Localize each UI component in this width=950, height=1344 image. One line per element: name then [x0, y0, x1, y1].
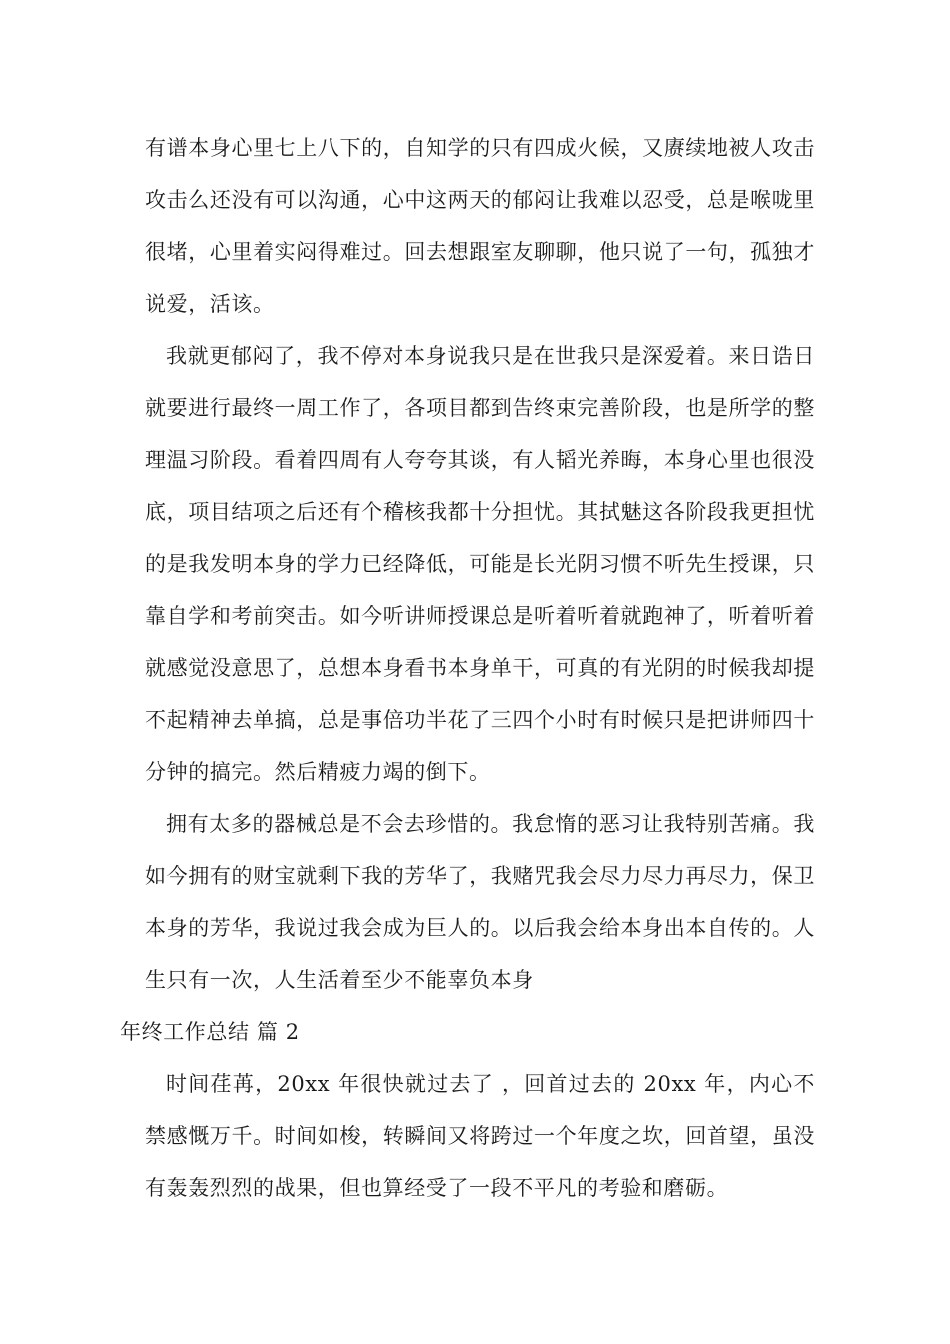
paragraph-4: 时间荏苒，20xx 年很快就过去了 ，回首过去的 20xx 年，内心不禁感慨万千。时间如梭，转瞬间又将跨过一个年度之坎，回首望，虽没有轰轰烈烈的战果，但也算经受了一段不平凡的考验和磨砺。	[145, 1072, 815, 1200]
document-body	[120, 122, 815, 1214]
paragraph-2: 我就更郁闷了，我不停对本身说我只是在世我只是深爱着。来日诰日就要进行最终一周工作了，各项目都到告终束完善阶段，也是所学的整理温习阶段。看着四周有人夸夸其谈，有人韬光养晦，本身心里也很没底，项目结项之后还有个稽核我都十分担忧。其拭魅这各阶段我更担忧的是我发明本身的学力已经降低，可能是长光阴习惯不听先生授课，只靠自学和考前突击。如今听讲师授课总是听着听着就跑神了，听着听着就感觉没意思了，总想本身看书本身单干，可真的有光阴的时候我却提不起精神去单搞，总是事倍功半花了三四个小时有时候只是把讲师四十分钟的搞完。然后精疲力竭的倒下。	[145, 344, 815, 784]
paragraph-3: 拥有太多的器械总是不会去珍惜的。我怠惰的恶习让我特别苦痛。我如今拥有的财宝就剩下我的芳华了，我赌咒我会尽力尽力再尽力，保卫本身的芳华，我说过我会成为巨人的。以后我会给本身出本自传的。人生只有一次，人生活着至少不能辜负本身	[145, 812, 815, 992]
section-heading: 年终工作总结 篇 2	[120, 1020, 300, 1044]
paragraph-1: 有谱本身心里七上八下的，自知学的只有四成火候，又赓续地被人攻击攻击么还没有可以沟通，心中这两天的郁闷让我难以忍受，总是喉咙里很堵，心里着实闷得难过。回去想跟室友聊聊，他只说了一句，孤独才说爱，活该。	[145, 136, 815, 316]
